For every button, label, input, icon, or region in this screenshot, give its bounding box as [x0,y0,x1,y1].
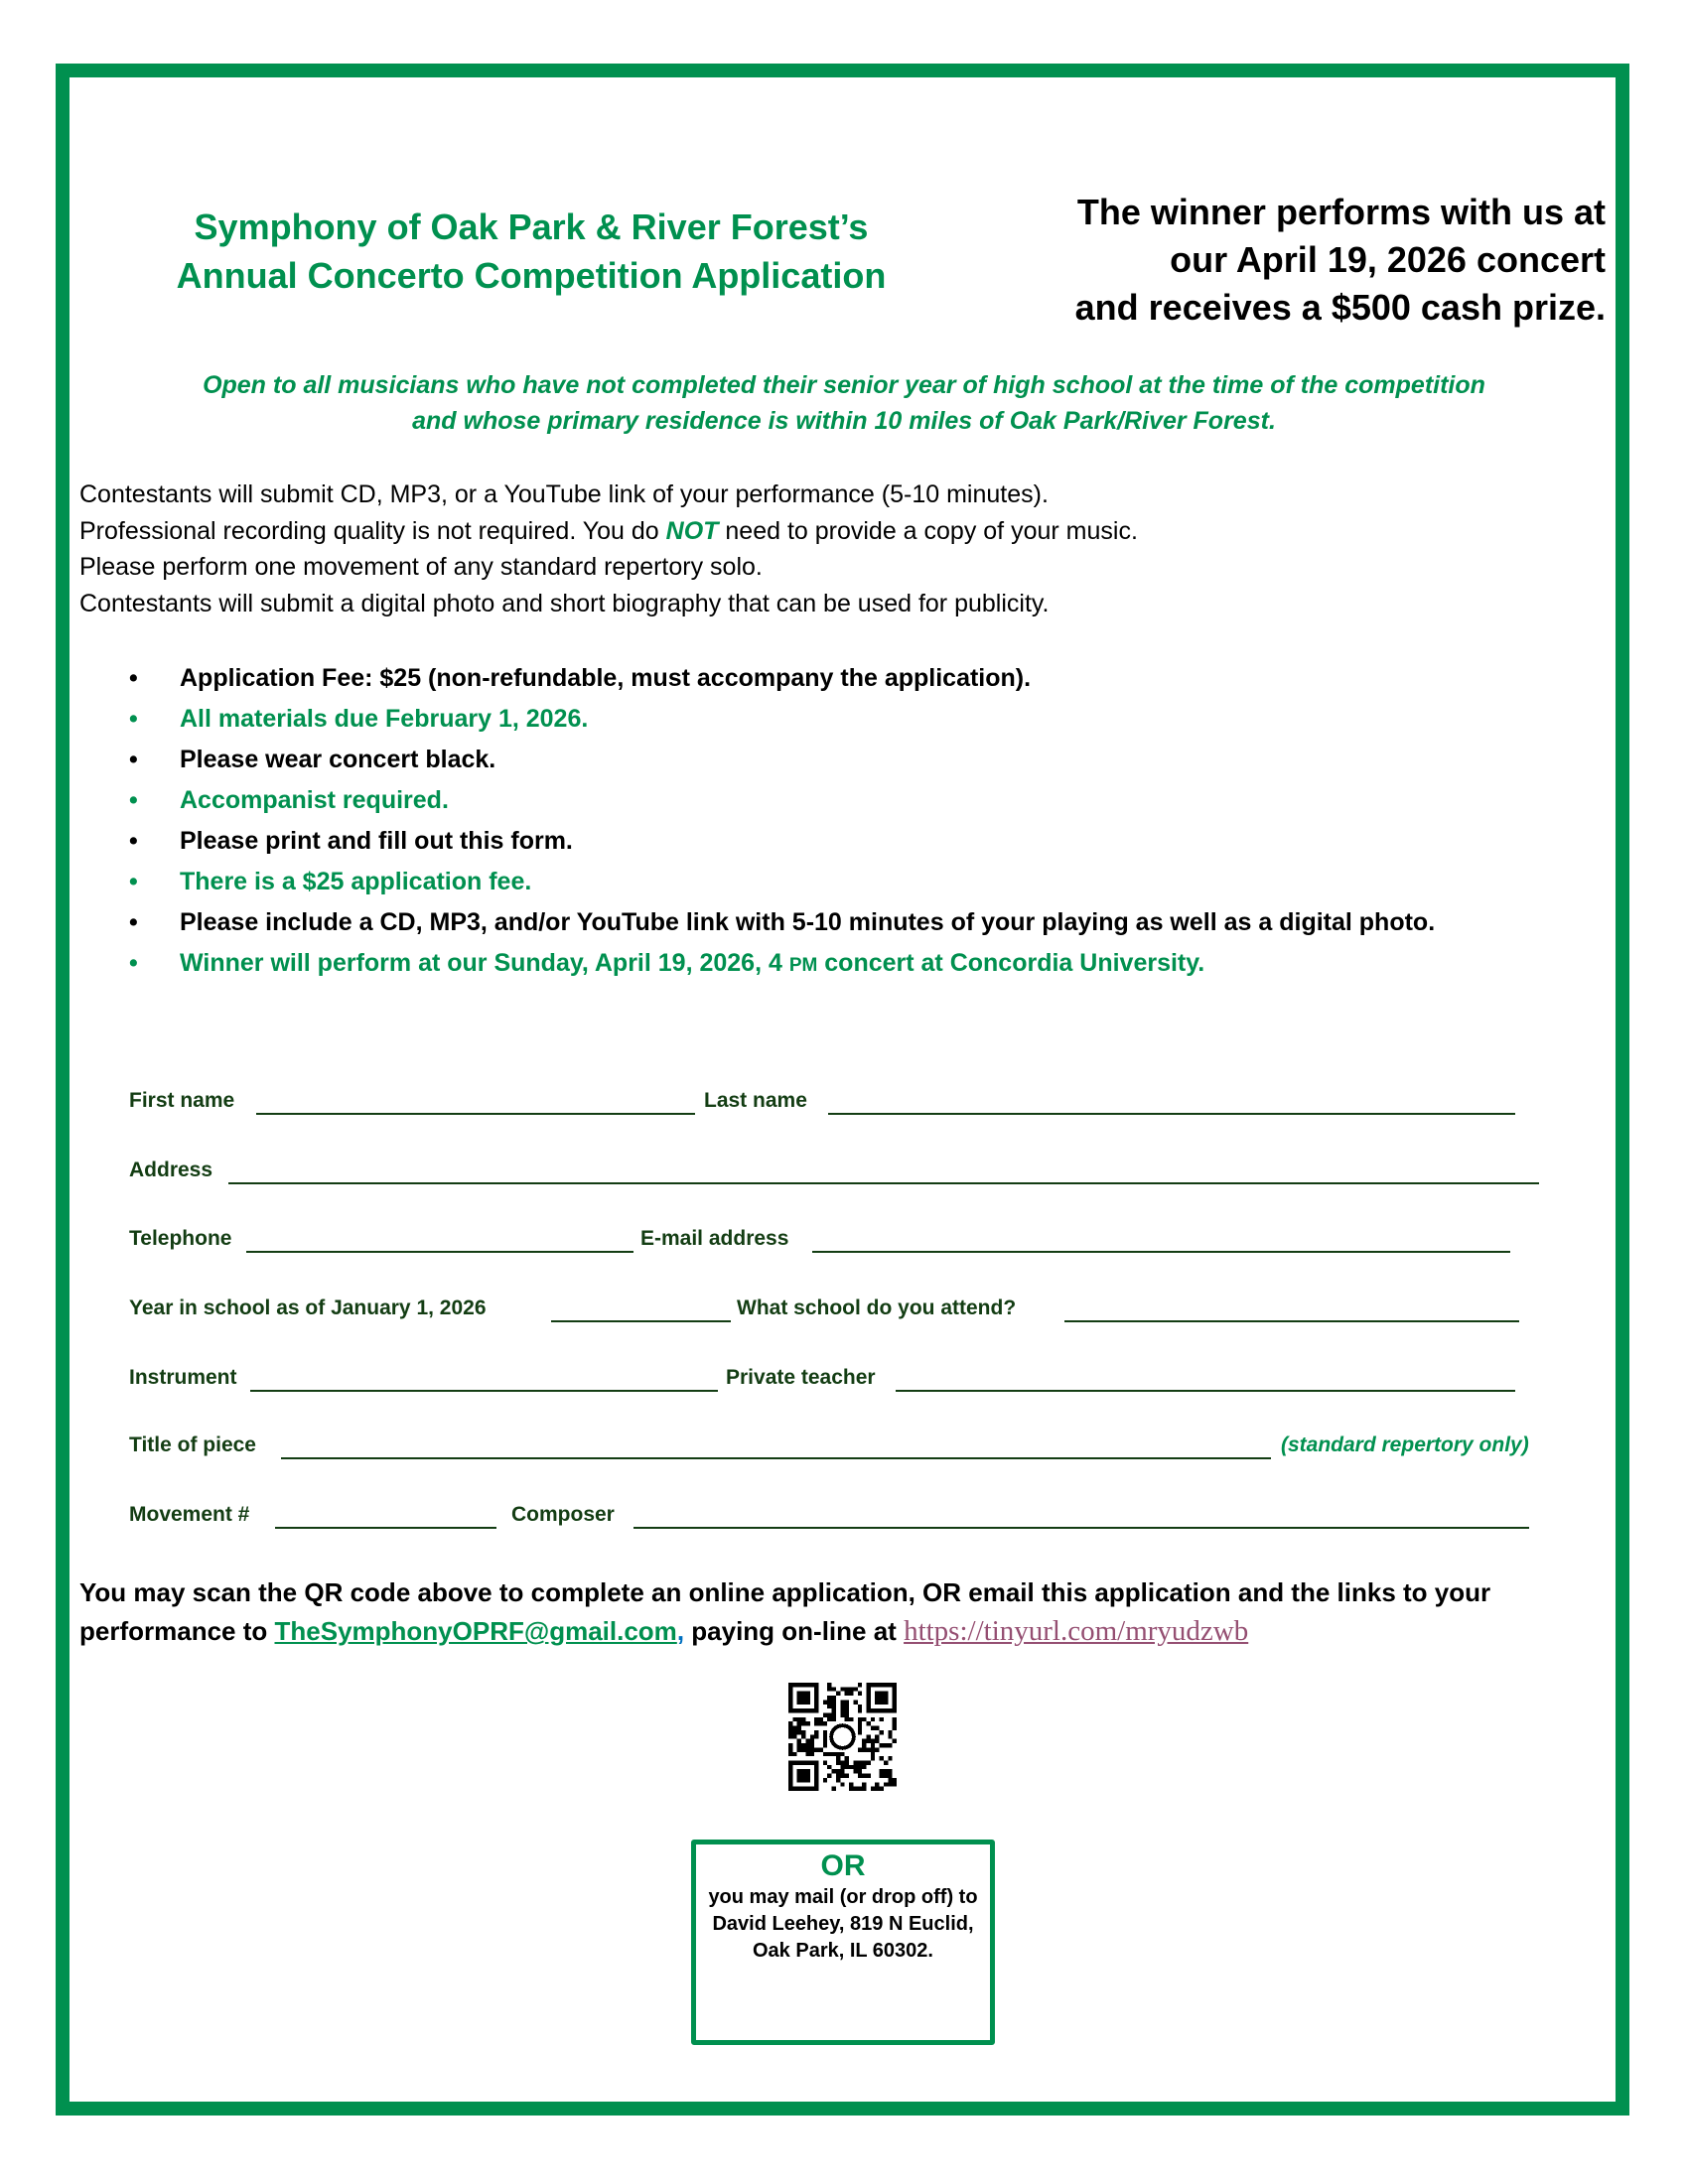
list-item-text: There is a $25 application fee. [180,868,532,895]
intro-line: Please perform one movement of any standard repertory solo. [79,553,763,581]
list-item-text: Accompanist required. [180,786,449,814]
list-item [0,864,1628,899]
intro-text [79,477,1138,621]
submission-instructions [79,1573,1609,1651]
composer-field[interactable] [633,1527,1529,1529]
qr-code-icon[interactable] [788,1683,897,1791]
list-item-text: Please include a CD, MP3, and/or YouTube link with 5-10 minutes of your playing as well as a digital photo. [180,908,1436,936]
list-item-text: concert at Concordia University. [817,949,1205,977]
intro-line: Contestants will submit a digital photo and short biography that can be used for publicity. [79,589,1050,617]
comma: , [676,1616,685,1646]
mail-address-box [691,1840,995,2045]
private-teacher-label: Private teacher [726,1366,876,1389]
email-field[interactable] [812,1251,1510,1253]
bullet-icon: • [129,908,138,936]
page-title [109,203,953,300]
prize-line: The winner performs with us at [1076,192,1606,232]
title-line: Symphony of Oak Park & River Forest’s [194,206,869,247]
year-in-school-label: Year in school as of January 1, 2026 [129,1297,487,1319]
telephone-label: Telephone [129,1227,232,1250]
first-name-label: First name [129,1089,235,1112]
bullet-icon: • [129,664,138,692]
address-label: Address [129,1159,213,1181]
intro-emphasis: NOT [665,516,719,545]
instructions-text: paying on-line at [684,1616,905,1646]
mail-instructions: you may mail (or drop off) to [708,1886,978,1908]
list-item [0,660,1628,696]
last-name-label: Last name [704,1089,807,1112]
prize-line: our April 19, 2026 concert [1170,239,1606,280]
bullet-icon: • [129,868,138,895]
title-of-piece-label: Title of piece [129,1433,256,1456]
address-field[interactable] [228,1182,1539,1184]
private-teacher-field[interactable] [896,1390,1515,1392]
movement-field[interactable] [275,1527,496,1529]
list-item [0,782,1628,818]
list-item [0,945,1628,984]
mailing-address: David Leehey, 819 N Euclid, Oak Park, IL 60302. [712,1913,974,1962]
prize-line: and receives a $500 cash prize. [1074,287,1606,328]
instrument-label: Instrument [129,1366,237,1389]
year-in-school-field[interactable] [551,1320,731,1322]
list-item-text: PM [788,955,818,976]
prize-announcement [1075,189,1606,332]
intro-text-part: need to provide a copy of your music. [718,516,1138,545]
bullet-icon: • [129,746,138,773]
list-item [0,742,1628,777]
email-link[interactable]: TheSymphonyOPRF@gmail.com [274,1616,677,1646]
eligibility-note [89,367,1599,439]
instructions-text: You may scan the QR code above to complete an online application, OR email this application and the links to your performance to [79,1577,1491,1646]
composer-label: Composer [511,1503,615,1526]
list-item-text: Winner will perform at our Sunday, April 19, 2026, 4 [180,949,789,977]
payment-link[interactable]: https://tinyurl.com/mryudzwb [904,1615,1249,1647]
intro-text-part: Professional recording quality is not required. You do [79,516,666,545]
telephone-field[interactable] [246,1251,633,1253]
list-item-text: All materials due February 1, 2026. [180,705,589,733]
list-item [0,823,1628,859]
bullet-icon: • [129,949,138,977]
list-item-text: Please wear concert black. [180,746,496,773]
title-line: Annual Concerto Competition Application [176,255,887,296]
list-item-text: Please print and fill out this form. [180,827,573,855]
school-field[interactable] [1064,1320,1519,1322]
intro-line: Contestants will submit CD, MP3, or a YouTube link of your performance (5-10 minutes). [79,480,1049,508]
bullet-icon: • [129,827,138,855]
list-item [0,701,1628,737]
first-name-field[interactable] [256,1113,695,1115]
last-name-field[interactable] [828,1113,1515,1115]
requirements-list [0,660,1628,989]
list-item-text: Application Fee: $25 (non-refundable, must accompany the application). [180,664,1032,692]
standard-repertory-note: (standard repertory only) [1281,1433,1529,1456]
list-item [0,904,1628,940]
bullet-icon: • [129,786,138,814]
eligibility-line: and whose primary residence is within 10 miles of Oak Park/River Forest. [412,407,1276,435]
title-of-piece-field[interactable] [281,1457,1271,1459]
instrument-field[interactable] [250,1390,718,1392]
or-label: OR [820,1849,866,1882]
eligibility-line: Open to all musicians who have not completed their senior year of high school at the time of the competition [203,371,1485,399]
bullet-icon: • [129,705,138,733]
movement-label: Movement # [129,1503,250,1526]
intro-line [79,513,1138,550]
email-label: E-mail address [640,1227,789,1250]
school-label: What school do you attend? [737,1297,1017,1319]
